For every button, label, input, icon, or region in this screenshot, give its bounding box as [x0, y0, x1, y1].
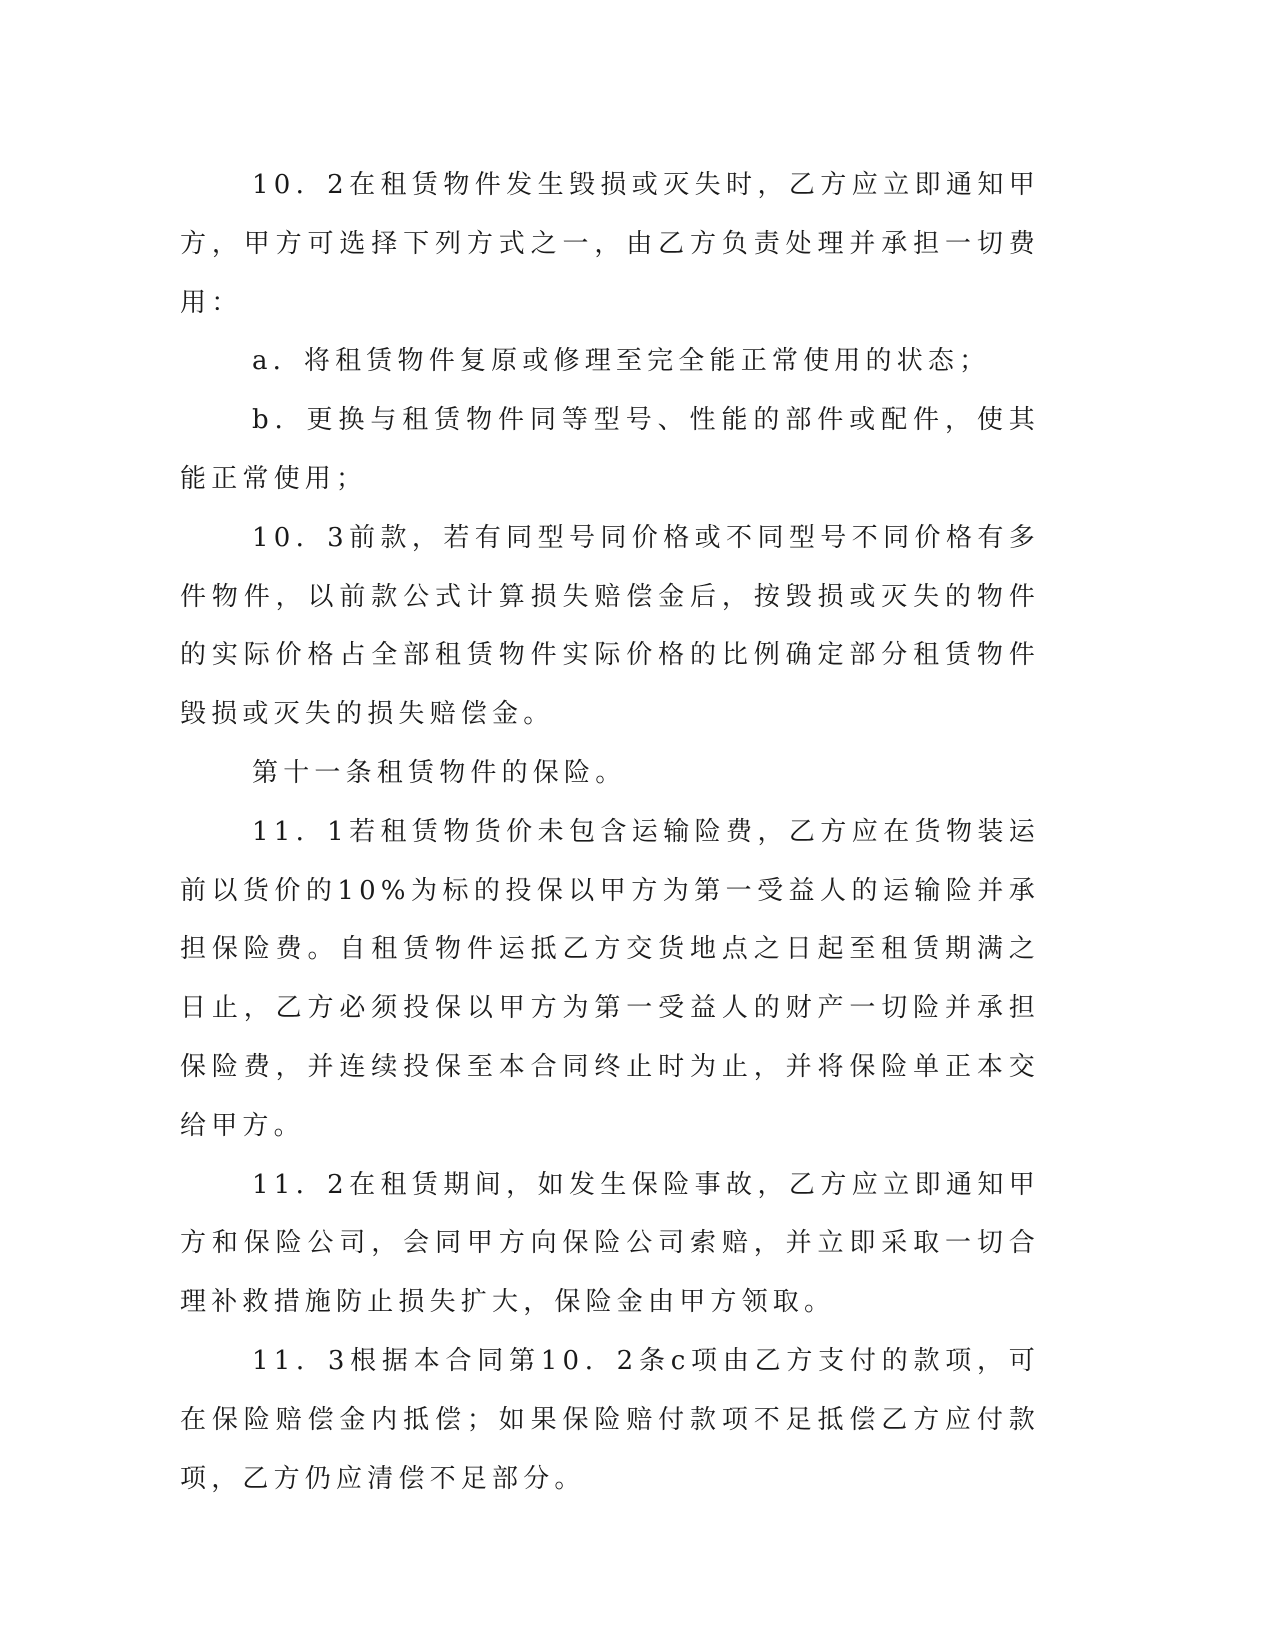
- paragraph-11-1: 11．1若租赁物货价未包含运输险费，乙方应在货物装运前以货价的10%为标的投保以甲方为第一受益人的运输险并承担保险费。自租赁物件运抵乙方交货地点之日起至租赁期满之日止，乙方必须投保以甲方为第一受益人的财产一切险并承担保险费，并连续投保至本合同终止时为止，并将保险单正本交给甲方。: [180, 816, 1040, 1141]
- paragraph-11-2: 11．2在租赁期间，如发生保险事故，乙方应立即通知甲方和保险公司，会同甲方向保险公司索赔，并立即采取一切合理补救措施防止损失扩大，保险金由甲方领取。: [180, 1169, 1040, 1318]
- paragraph-11-3: 11．3根据本合同第10．2条c项由乙方支付的款项，可在保险赔偿金内抵偿；如果保险赔付款项不足抵偿乙方应付款项，乙方仍应清偿不足部分。: [180, 1345, 1040, 1494]
- document-body: [180, 156, 1040, 1508]
- paragraph-10-2-option-b: b．更换与租赁物件同等型号、性能的部件或配件，使其能正常使用；: [180, 405, 1040, 494]
- paragraph-10-2: 10．2在租赁物件发生毁损或灭失时，乙方应立即通知甲方，甲方可选择下列方式之一，由乙方负责处理并承担一切费用：: [180, 170, 1040, 318]
- paragraph-10-2-option-a: a．将租赁物件复原或修理至完全能正常使用的状态；: [252, 346, 991, 377]
- paragraph-10-3: 10．3前款，若有同型号同价格或不同型号不同价格有多件物件，以前款公式计算损失赔偿金后，按毁损或灭失的物件的实际价格占全部租赁物件实际价格的比例确定部分租赁物件毁损或灭失的损失赔偿金。: [180, 522, 1040, 730]
- section-heading-article-11: 第十一条租赁物件的保险。: [252, 757, 627, 788]
